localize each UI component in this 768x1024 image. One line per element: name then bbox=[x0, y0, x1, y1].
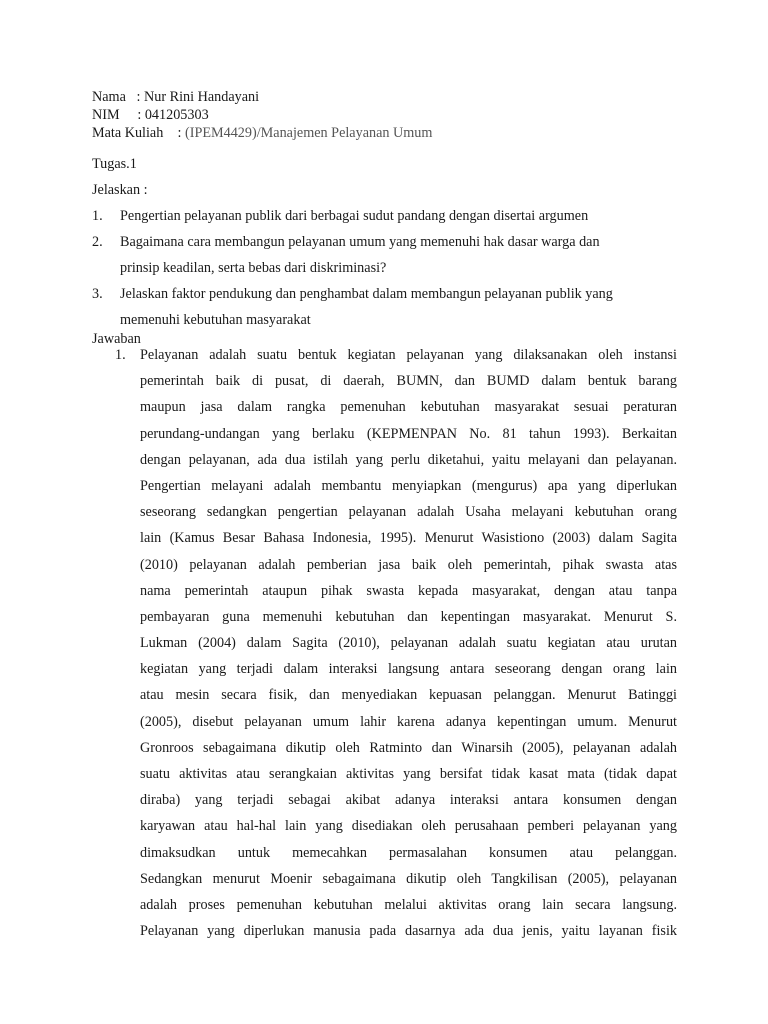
answer-line: suatu aktivitas atau serangkaian aktivitas yang bersifat tidak kasat mata (tidak dapat bbox=[140, 766, 677, 782]
course-value: (IPEM4429)/Manajemen Pelayanan Umum bbox=[185, 125, 433, 141]
answer-line: adalah proses pemenuhan kebutuhan melalui aktivitas orang lain secara langsung. bbox=[140, 896, 677, 913]
answer-line: (2010) pelayanan adalah pemberian jasa baik oleh pemerintah, pihak swasta atas bbox=[140, 556, 677, 573]
name-row bbox=[92, 88, 432, 106]
task-title: Tugas.1 bbox=[92, 156, 137, 172]
answer-line: dengan pelayanan, ada dua istilah yang perlu diketahui, yaitu melayani dan pelayanan. bbox=[140, 451, 677, 468]
answer-line: atau mesin secara fisik, dan menyediakan kepuasan pelanggan. Menurut Batinggi bbox=[140, 687, 677, 704]
answer-line: perundang-undangan yang berlaku (KEPMENPAN No. 81 tahun 1993). Berkaitan bbox=[140, 425, 677, 442]
answer-line: (2005), disebut pelayanan umum lahir karena adanya kepentingan umum. Menurut bbox=[140, 713, 677, 730]
question-number: 3. bbox=[92, 286, 103, 302]
question-line: Pengertian pelayanan publik dari berbagai sudut pandang dengan disertai argumen bbox=[120, 208, 589, 224]
question-line: memenuhi kebutuhan masyarakat bbox=[120, 312, 311, 328]
answer-line: diraba) yang terjadi sebagai akibat adanya interaksi antara konsumen dengan bbox=[140, 792, 677, 809]
course-label: Mata Kuliah bbox=[92, 125, 164, 141]
answer-body bbox=[140, 342, 677, 944]
answer-line: maupun jasa dalam rangka pemenuhan kebutuhan masyarakat sesuai peraturan bbox=[140, 399, 677, 416]
answer-line: pembayaran guna memenuhi kebutuhan dan kepentingan masyarakat. Menurut S. bbox=[140, 608, 677, 625]
name-value: : Nur Rini Handayani bbox=[136, 89, 260, 105]
nim-row bbox=[92, 106, 432, 124]
instruction-label: Jelaskan : bbox=[92, 182, 148, 198]
answer-heading: Jawaban bbox=[92, 331, 141, 347]
answer-line: Pelayanan adalah suatu bentuk kegiatan pelayanan yang dilaksanakan oleh instansi bbox=[140, 347, 677, 363]
answer-line: kegiatan yang terjadi dalam interaksi langsung antara seseorang dengan orang lain bbox=[140, 661, 677, 678]
question-number: 1. bbox=[92, 208, 103, 224]
answer-line: seseorang sedangkan pengertian pelayanan adalah Usaha melayani kebutuhan orang bbox=[140, 504, 677, 521]
question-line: Bagaimana cara membangun pelayanan umum yang memenuhi hak dasar warga dan bbox=[120, 234, 600, 250]
answer-number: 1. bbox=[115, 347, 126, 363]
answer-line: Pelayanan yang diperlukan manusia pada dasarnya ada dua jenis, yaitu layanan fisik bbox=[140, 923, 677, 940]
answer-line: Pengertian melayani adalah membantu menyiapkan (mengurus) apa yang diperlukan bbox=[140, 477, 677, 494]
answer-line: Gronroos sebagaimana dikutip oleh Ratminto dan Winarsih (2005), pelayanan adalah bbox=[140, 739, 677, 756]
answer-line: pemerintah baik di pusat, di daerah, BUMN, dan BUMD dalam bentuk barang bbox=[140, 373, 677, 390]
answer-item bbox=[115, 342, 677, 944]
nim-value: : 041205303 bbox=[137, 107, 209, 123]
question-item bbox=[92, 229, 676, 281]
name-label: Nama bbox=[92, 89, 126, 105]
answer-line: dimaksudkan untuk memecahkan permasalahan konsumen atau pelanggan. bbox=[140, 844, 677, 861]
answer-line: karyawan atau hal-hal lain yang disediakan oleh perusahaan pemberi pelayanan yang bbox=[140, 818, 677, 835]
question-line: Jelaskan faktor pendukung dan penghambat dalam membangun pelayanan publik yang bbox=[120, 286, 613, 302]
answer-line: Sedangkan menurut Moenir sebagaimana dikutip oleh Tangkilisan (2005), pelayanan bbox=[140, 870, 677, 887]
answer-line: lain (Kamus Besar Bahasa Indonesia, 1995). Menurut Wasistiono (2003) dalam Sagita bbox=[140, 530, 677, 547]
question-number: 2. bbox=[92, 234, 103, 250]
nim-label: NIM bbox=[92, 107, 120, 123]
question-list bbox=[92, 203, 676, 333]
answer-line: nama pemerintah ataupun pihak swasta kepada masyarakat, dengan atau tanpa bbox=[140, 582, 677, 599]
question-item bbox=[92, 203, 676, 229]
answer-line: Lukman (2004) dalam Sagita (2010), pelayanan adalah suatu kegiatan atau urutan bbox=[140, 635, 677, 652]
course-row bbox=[92, 124, 432, 142]
student-header bbox=[92, 88, 432, 142]
question-line: prinsip keadilan, serta bebas dari diskriminasi? bbox=[120, 260, 387, 276]
course-colon: : bbox=[177, 125, 182, 141]
